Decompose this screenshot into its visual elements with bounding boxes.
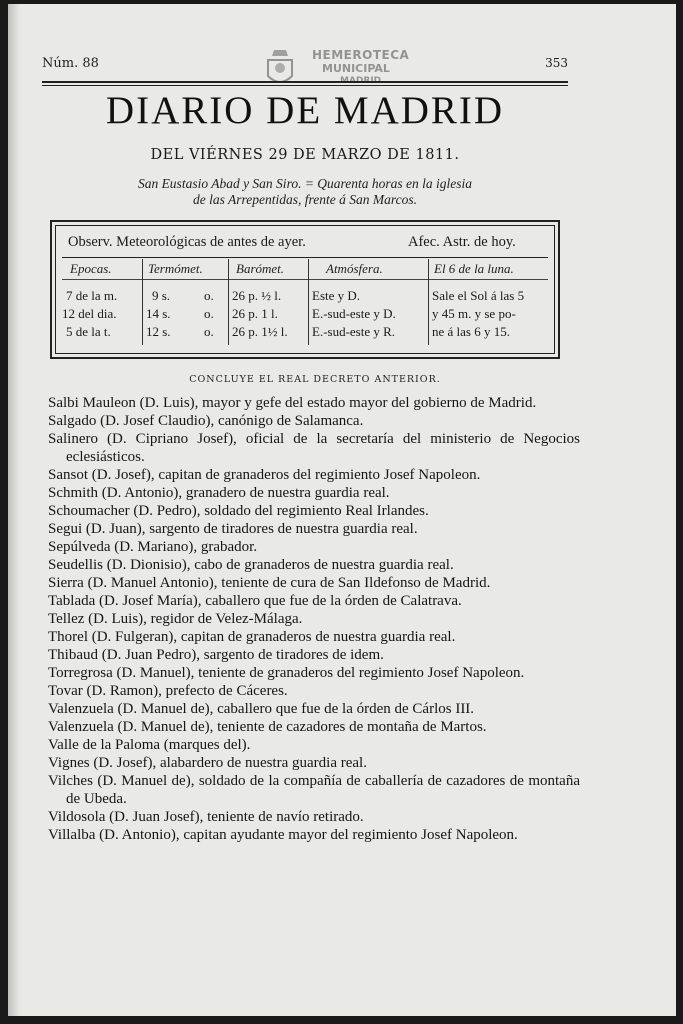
decree-entry: Schmith (D. Antonio), granadero de nuestra guardia real.: [48, 485, 390, 501]
decree-entry: Valenzuela (D. Manuel de), caballero que fue de la órden de Cárlos III.: [48, 701, 475, 717]
astronomy-heading: Afec. Astr. de hoy.: [408, 234, 516, 250]
saints-of-day: [42, 176, 568, 208]
row3-epoca: 5 de la t.: [66, 324, 111, 339]
decree-entry: Valenzuela (D. Manuel de), teniente de cazadores de montaña de Martos.: [48, 719, 487, 735]
stamp-line-1: HEMEROTECA: [312, 48, 410, 62]
decree-entry: Salgado (D. Josef Claudio), canónigo de Salamanca.: [48, 413, 364, 429]
decree-entry: Thorel (D. Fulgeran), capitan de granaderos de nuestra guardia real.: [48, 629, 456, 645]
decree-entry: Torregrosa (D. Manuel), teniente de granaderos del regimiento Josef Napoleon.: [48, 665, 525, 681]
section-heading: CONCLUYE EL REAL DECRETO ANTERIOR.: [189, 374, 441, 385]
row3-barom: 26 p. 1½ l.: [232, 324, 288, 339]
decree-entry: Thibaud (D. Juan Pedro), sargento de tiradores de idem.: [48, 647, 384, 663]
row1-atm: Este y D.: [312, 288, 361, 303]
newspaper-page: [8, 4, 676, 1016]
saints-line-1: San Eustasio Abad y San Siro. = Quarenta horas en la iglesia: [137, 176, 473, 191]
decree-entries: [48, 394, 580, 844]
row2-epoca: 12 del dia.: [62, 306, 117, 321]
row3-term2: o.: [204, 324, 214, 339]
decree-entry: Vilches (D. Manuel de), soldado de la compañía de caballería de cazadores de montaña de Ubeda.: [48, 773, 580, 807]
decree-entry: Sepúlveda (D. Mariano), grabador.: [48, 539, 258, 555]
stamp-line-3: MADRID: [340, 76, 382, 86]
decree-entry: Seudellis (D. Dionisio), cabo de granaderos de nuestra guardia real.: [48, 557, 454, 573]
row1-epoca: 7 de la m.: [66, 288, 118, 303]
heading-rule: [62, 257, 548, 258]
table-inner-frame: [55, 225, 555, 354]
decree-entry: Salbi Mauleon (D. Luis), mayor y gefe del estado mayor del gobierno de Madrid.: [48, 395, 537, 411]
decree-entry: Villalba (D. Antonio), capitan ayudante mayor del regimiento Josef Napoleon.: [48, 827, 518, 843]
decree-entry: Schoumacher (D. Pedro), soldado del regimiento Real Irlandes.: [48, 503, 429, 519]
row1-barom: 26 p. ½ l.: [232, 288, 282, 303]
observations-heading: Observ. Meteorológicas de antes de ayer.: [68, 234, 306, 250]
row2-barom: 26 p. 1 l.: [232, 306, 278, 321]
col-divider: [308, 259, 309, 345]
col-divider: [228, 259, 229, 345]
weather-observations-table: [50, 220, 560, 359]
col-atmosfera: Atmósfera.: [326, 261, 383, 276]
row3-atm: E.-sud-este y R.: [312, 324, 396, 339]
col-barometro: Barómet.: [236, 261, 285, 276]
decree-entry: Salinero (D. Cipriano Josef), oficial de la secretaría del ministerio de Negocios eclesiásticos.: [48, 431, 580, 465]
newspaper-title: DIARIO DE MADRID: [105, 89, 505, 132]
col-luna: El 6 de la luna.: [434, 261, 514, 276]
row1-luna: Sale el Sol á las 5: [432, 288, 525, 303]
saints-line-2: de las Arrepentidas, frente á San Marcos.: [193, 192, 417, 207]
masthead-rule: [42, 81, 568, 86]
masthead-header: [42, 48, 568, 86]
decree-entry: Tellez (D. Luis), regidor de Velez-Málaga.: [48, 611, 303, 627]
col-divider: [428, 259, 429, 345]
row1-term: 9 s.: [152, 288, 171, 303]
col-epocas: Epocas.: [70, 261, 112, 276]
col-termometro: Termómet.: [148, 261, 203, 276]
row1-term2: o.: [204, 288, 214, 303]
row2-term: 14 s.: [146, 306, 171, 321]
library-stamp: [260, 46, 430, 94]
decree-entry: Vignes (D. Josef), alabardero de nuestra guardia real.: [48, 755, 367, 771]
decree-entry: Sansot (D. Josef), capitan de granaderos del regimiento Josef Napoleon.: [48, 467, 481, 483]
column-heading-rule: [62, 279, 548, 280]
row2-luna: y 45 m. y se po-: [432, 306, 516, 321]
decree-entry: Vildosola (D. Juan Josef), teniente de navío retirado.: [48, 809, 364, 825]
row3-luna: ne á las 6 y 15.: [432, 324, 510, 339]
decree-entry: Valle de la Paloma (marques del).: [48, 737, 251, 753]
decree-entry: Sierra (D. Manuel Antonio), teniente de cura de San Ildefonso de Madrid.: [48, 575, 491, 591]
row2-atm: E.-sud-este y D.: [312, 306, 396, 321]
issue-date: DEL VIÉRNES 29 DE MARZO DE 1811.: [150, 147, 460, 163]
page-number: 353: [545, 56, 568, 70]
row2-term2: o.: [204, 306, 214, 321]
decree-entry: Tovar (D. Ramon), prefecto de Cáceres.: [48, 683, 288, 699]
row3-term: 12 s.: [146, 324, 171, 339]
col-divider: [142, 259, 143, 345]
decree-entry: Tablada (D. Josef María), caballero que fue de la órden de Calatrava.: [48, 593, 462, 609]
decree-entry: Segui (D. Juan), sargento de tiradores de nuestra guardia real.: [48, 521, 418, 537]
stamp-line-2: MUNICIPAL: [322, 62, 390, 75]
issue-number: Núm. 88: [42, 56, 99, 71]
